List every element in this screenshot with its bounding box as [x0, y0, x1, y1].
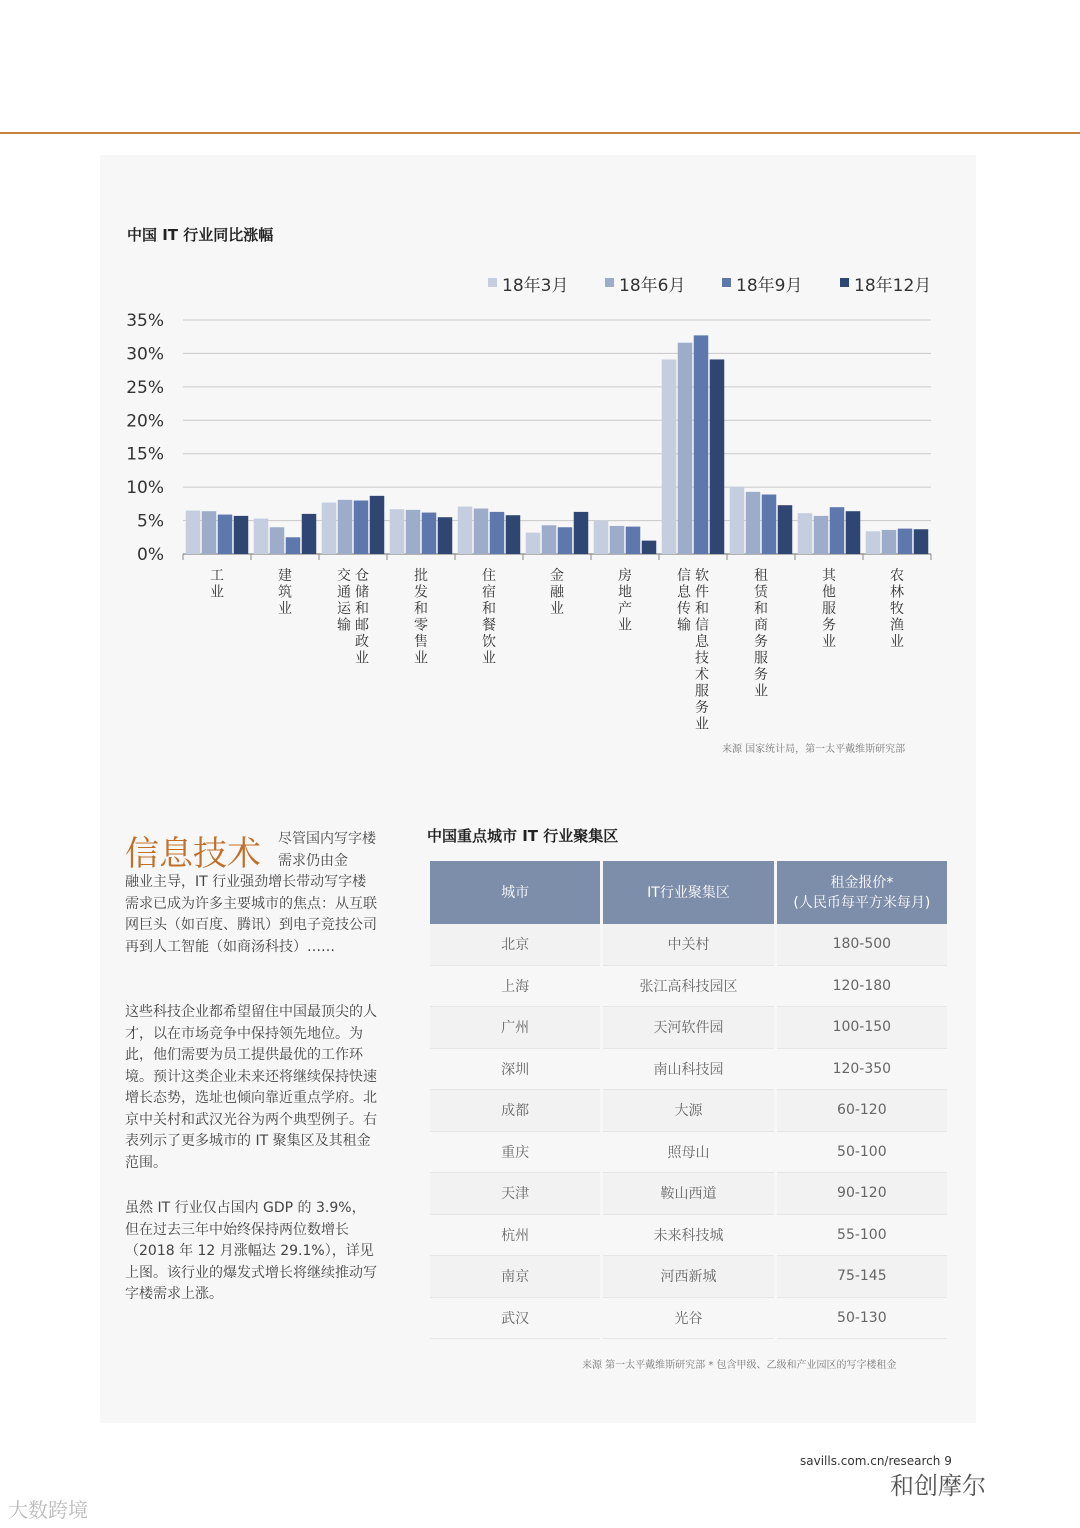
legend-label: 18年12月	[854, 276, 932, 296]
bar	[866, 531, 881, 554]
chart-source: 来源 国家统计局，第一太平戴维斯研究部	[722, 744, 906, 755]
rent-cell: 55-100	[777, 1215, 947, 1257]
page-footer: savills.com.cn/research 9	[800, 1454, 952, 1468]
category-label-char: 租	[754, 568, 768, 584]
bar	[422, 513, 437, 554]
watermark-left: 大数跨境	[8, 1498, 88, 1522]
y-tick-label: 25%	[126, 377, 164, 398]
bar	[898, 529, 913, 554]
bar	[406, 510, 421, 554]
bar	[762, 494, 777, 554]
category-label-char: 服	[822, 601, 836, 617]
category-label-char: 运	[337, 601, 351, 617]
rent-cell: 120-180	[777, 966, 947, 1008]
rent-cell: 75-145	[777, 1256, 947, 1298]
category-label-char: 牧	[890, 601, 904, 617]
category-label-char: 其	[822, 568, 836, 584]
category-label-char: 房	[618, 568, 632, 584]
category-label-char: 建	[278, 568, 292, 584]
bar	[254, 519, 269, 554]
bar	[338, 500, 353, 554]
category-label-char: 林	[890, 584, 904, 601]
it-cluster-table	[427, 861, 950, 1339]
category-label-char: 金	[550, 568, 564, 584]
rent-cell: 50-100	[777, 1132, 947, 1174]
legend-label: 18年9月	[736, 276, 803, 296]
category-label-char: 筑	[278, 584, 292, 601]
city-cell: 天津	[430, 1173, 600, 1215]
category-label-char: 业	[890, 634, 904, 650]
category-label-char: 售	[414, 634, 428, 650]
header-rent-label: 租金报价*	[830, 874, 894, 891]
paragraph-2: 这些科技企业都希望留住中国最顶尖的人才，以在市场竞争中保持领先地位。为此，他们需要为员工提供最优的工作环境。预计这类企业未来还将继续保持快速增长态势，选址也倾向靠近重点学府。北京中关村和武汉光谷为两个典型例子。右表列示了更多城市的 IT 聚集区及其租金范围。	[125, 1004, 377, 1171]
category-label-char: 工	[210, 568, 224, 584]
bar	[474, 509, 489, 554]
rent-cell: 90-120	[777, 1173, 947, 1215]
table-row	[430, 1173, 947, 1215]
category-label-char: 融	[550, 584, 564, 601]
category-label-char: 软	[695, 568, 709, 584]
category-label-char: 技	[695, 650, 709, 667]
bar	[286, 537, 301, 554]
legend-label: 18年3月	[502, 276, 569, 296]
legend-swatch	[488, 278, 497, 287]
bar	[574, 512, 589, 554]
category-label-char: 信	[695, 617, 709, 634]
bar	[914, 529, 929, 554]
watermark-right: 和创摩尔	[890, 1472, 986, 1500]
category-label-char: 业	[355, 650, 369, 667]
category-label-char: 储	[355, 584, 369, 601]
cluster-cell: 大源	[603, 1090, 773, 1132]
category-label-char: 业	[414, 650, 428, 667]
category-label-char: 业	[754, 683, 768, 700]
cluster-cell: 河西新城	[603, 1256, 773, 1298]
category-label-char: 业	[822, 634, 836, 650]
bar	[662, 359, 677, 554]
bar	[678, 343, 693, 554]
category-label-char: 传	[677, 601, 691, 617]
y-tick-label: 10%	[126, 478, 164, 499]
bar	[594, 521, 609, 554]
category-label-char: 件	[695, 584, 709, 601]
bar	[218, 515, 233, 554]
bar	[710, 359, 725, 554]
table-row	[430, 966, 947, 1008]
category-label-char: 住	[482, 568, 496, 584]
cluster-cell: 天河软件园	[603, 1007, 773, 1049]
table-row	[430, 1049, 947, 1091]
header-rent-unit: (人民币每平方米每月)	[793, 894, 931, 911]
cluster-cell: 照母山	[603, 1132, 773, 1174]
chart-title: 中国 IT 行业同比涨幅	[127, 226, 274, 244]
category-label-char: 饮	[482, 634, 496, 650]
city-cell: 广州	[430, 1007, 600, 1049]
city-cell: 深圳	[430, 1049, 600, 1091]
bar	[730, 487, 745, 554]
city-cell: 武汉	[430, 1298, 600, 1340]
bar	[438, 517, 453, 554]
bar	[186, 511, 201, 554]
category-label-char: 政	[355, 634, 369, 650]
bar	[458, 507, 473, 554]
table-source: 来源 第一太平戴维斯研究部 * 包含甲级、乙级和产业园区的写字楼租金	[582, 1360, 897, 1371]
category-label-char: 业	[482, 650, 496, 667]
cluster-cell: 未来科技城	[603, 1215, 773, 1257]
category-label-char: 交	[337, 568, 351, 584]
rent-cell: 50-130	[777, 1298, 947, 1340]
category-label-char: 和	[754, 601, 768, 617]
y-tick-label: 5%	[137, 511, 164, 532]
category-label-char: 地	[618, 584, 632, 601]
y-tick-label: 35%	[126, 311, 164, 331]
category-label-char: 业	[618, 617, 632, 634]
bar	[746, 492, 761, 554]
intro-text: 融业主导，IT 行业强劲增长带动写字楼需求已成为许多主要城市的焦点：从互联网巨头（如百度、腾讯）到电子竞技公司再到人工智能（如商汤科技）……	[125, 874, 377, 955]
category-label-char: 零	[414, 617, 428, 634]
category-label-char: 和	[695, 601, 709, 617]
header-rent	[777, 861, 947, 924]
category-label-char: 业	[695, 716, 709, 730]
y-tick-label: 20%	[126, 411, 164, 432]
bar	[526, 533, 541, 554]
category-label-char: 宿	[482, 584, 496, 601]
category-label-char: 批	[414, 568, 428, 584]
cluster-cell: 中关村	[603, 924, 773, 966]
header-city: 城市	[430, 861, 600, 924]
category-label-char: 赁	[754, 584, 768, 601]
y-tick-label: 15%	[126, 444, 164, 465]
bar	[322, 503, 337, 554]
intro-text-first: 尽管国内写字楼需求仍由金	[278, 831, 376, 869]
category-label-char: 息	[677, 584, 691, 601]
bar	[390, 509, 405, 554]
category-label-char: 息	[695, 634, 709, 650]
city-cell: 南京	[430, 1256, 600, 1298]
category-label-char: 餐	[482, 617, 496, 634]
category-label-char: 务	[754, 634, 768, 650]
bar	[202, 511, 217, 554]
bar	[846, 511, 861, 554]
category-label-char: 发	[414, 584, 428, 601]
bar-chart	[100, 260, 960, 730]
category-label-char: 务	[822, 617, 836, 634]
top-rule	[0, 132, 1080, 134]
category-label-char: 输	[337, 617, 351, 634]
bar	[542, 525, 557, 554]
category-label-char: 术	[695, 667, 709, 683]
bar	[234, 516, 249, 554]
category-label-char: 通	[337, 584, 351, 601]
bar	[610, 526, 625, 554]
bar	[354, 501, 369, 554]
city-cell: 重庆	[430, 1132, 600, 1174]
bar	[814, 516, 829, 554]
y-tick-label: 0%	[137, 545, 164, 565]
bar	[558, 527, 573, 554]
category-label-char: 业	[278, 601, 292, 617]
category-label-char: 务	[695, 700, 709, 716]
category-label-char: 和	[414, 601, 428, 617]
category-label-char: 仓	[355, 568, 369, 584]
rent-cell: 100-150	[777, 1007, 947, 1049]
bar	[302, 514, 317, 554]
bar	[830, 507, 845, 554]
city-cell: 成都	[430, 1090, 600, 1132]
category-label-char: 产	[618, 601, 632, 617]
category-label-char: 业	[210, 584, 224, 601]
header-cluster: IT行业聚集区	[603, 861, 773, 924]
category-label-char: 渔	[890, 617, 904, 634]
city-cell: 北京	[430, 924, 600, 966]
cluster-cell: 光谷	[603, 1298, 773, 1340]
category-label-char: 邮	[355, 617, 369, 634]
legend-swatch	[722, 278, 731, 287]
category-label-char: 农	[890, 568, 904, 584]
category-label-char: 服	[754, 650, 768, 667]
bar	[626, 527, 641, 554]
bar	[798, 513, 813, 554]
category-label-char: 和	[482, 601, 496, 617]
category-label-char: 输	[677, 617, 691, 634]
bar	[270, 527, 285, 554]
table-row	[430, 924, 947, 966]
rent-cell: 60-120	[777, 1090, 947, 1132]
category-label-char: 他	[822, 584, 836, 601]
cluster-cell: 南山科技园	[603, 1049, 773, 1091]
paragraph-3: 虽然 IT 行业仅占国内 GDP 的 3.9%，但在过去三年中始终保持两位数增长（2018 年 12 月涨幅达 29.1%），详见上图。该行业的爆发式增长将继续推动写字楼需求上涨。	[125, 1200, 377, 1302]
rent-cell: 120-350	[777, 1049, 947, 1091]
legend-swatch	[840, 278, 849, 287]
table-row	[430, 1298, 947, 1340]
table-row	[430, 1007, 947, 1049]
section-heading: 信息技术	[125, 834, 261, 874]
table-row	[430, 1256, 947, 1298]
category-label-char: 务	[754, 667, 768, 683]
table-row	[430, 1132, 947, 1174]
bar	[694, 335, 709, 554]
city-cell: 上海	[430, 966, 600, 1008]
bar	[642, 541, 657, 554]
rent-cell: 180-500	[777, 924, 947, 966]
table-title: 中国重点城市 IT 行业聚集区	[427, 827, 619, 845]
category-label-char: 服	[695, 683, 709, 700]
city-cell: 杭州	[430, 1215, 600, 1257]
category-label-char: 业	[550, 601, 564, 617]
y-tick-label: 30%	[126, 344, 164, 365]
table-row	[430, 1215, 947, 1257]
legend-swatch	[605, 278, 614, 287]
table-row	[430, 1090, 947, 1132]
legend-label: 18年6月	[619, 276, 686, 296]
category-label-char: 信	[677, 568, 691, 584]
cluster-cell: 鞍山西道	[603, 1173, 773, 1215]
category-label-char: 商	[754, 617, 768, 634]
bar	[778, 505, 793, 554]
bar	[490, 512, 505, 554]
cluster-cell: 张江高科技园区	[603, 966, 773, 1008]
bar	[370, 496, 385, 554]
bar	[506, 515, 521, 554]
bar	[882, 530, 897, 554]
category-label-char: 和	[355, 601, 369, 617]
